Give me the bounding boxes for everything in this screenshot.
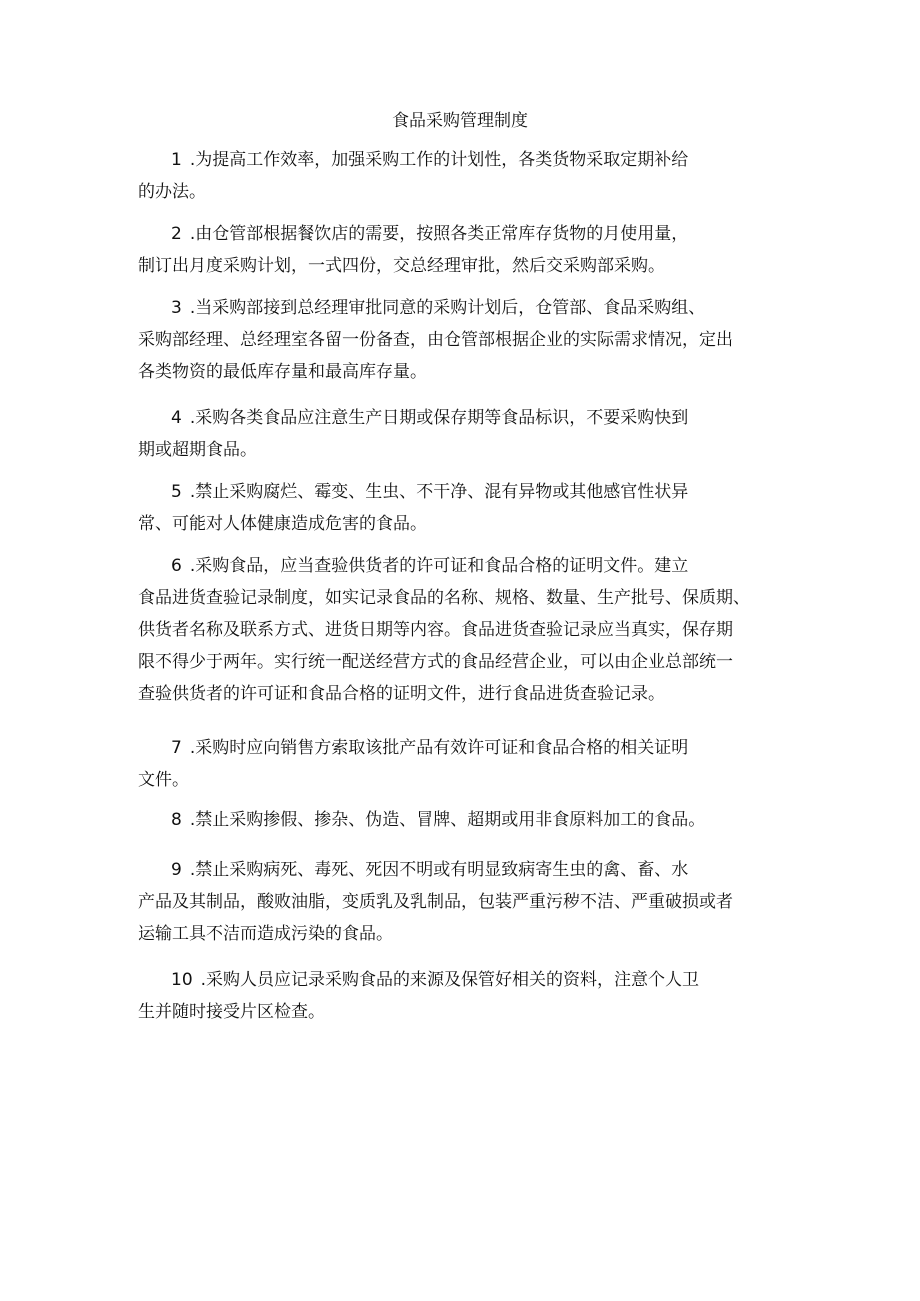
list-item-first-line <box>138 476 788 508</box>
list-item-first-line <box>138 804 788 836</box>
list-item-text: .采购各类食品应注意生产日期或保存期等食品标识，不要采购快到 <box>189 408 689 428</box>
list-item-text: 食品进货查验记录制度，如实记录食品的名称、规格、数量、生产批号、保质期、 <box>138 588 750 608</box>
list-item-text: .禁止采购病死、毒死、死因不明或有明显致病寄生虫的禽、畜、水 <box>189 860 689 880</box>
list-item-continuation-line <box>138 356 788 388</box>
list-item <box>138 292 788 388</box>
list-item-text: 的办法。 <box>138 182 206 202</box>
list-item-number: 9 <box>171 860 182 880</box>
list-item-text: .采购时应向销售方索取该批产品有效许可证和食品合格的相关证明 <box>189 738 689 758</box>
list-item <box>138 218 788 282</box>
list-item-text: .禁止采购腐烂、霉变、生虫、不干净、混有异物或其他感官性状异 <box>189 482 689 502</box>
list-item <box>138 550 788 710</box>
list-item-continuation-line <box>138 508 788 540</box>
list-item-text: .采购人员应记录采购食品的来源及保管好相关的资料，注意个人卫 <box>200 970 700 990</box>
list-item-text: 查验供货者的许可证和食品合格的证明文件，进行食品进货查验记录。 <box>138 684 665 704</box>
list-item-text: .禁止采购掺假、掺杂、伪造、冒牌、超期或用非食原料加工的食品。 <box>189 810 706 830</box>
list-item-text: 限不得少于两年。实行统一配送经营方式的食品经营企业，可以由企业总部统一 <box>138 652 733 672</box>
list-item-first-line <box>138 550 788 582</box>
list-item-continuation-line <box>138 250 788 282</box>
list-item-first-line <box>138 218 788 250</box>
list-item <box>138 732 788 796</box>
list-item-number: 4 <box>171 408 182 428</box>
list-item-number: 7 <box>171 738 182 758</box>
list-item-text: .当采购部接到总经理审批同意的采购计划后，仓管部、食品采购组、 <box>189 298 706 318</box>
list-item-number: 5 <box>171 482 182 502</box>
list-item-text: 采购部经理、总经理室各留一份备查，由仓管部根据企业的实际需求情况，定出 <box>138 330 733 350</box>
list-item-text: 运输工具不洁而造成污染的食品。 <box>138 924 393 944</box>
list-item-first-line <box>138 144 788 176</box>
list-item-text: 制订出月度采购计划，一式四份，交总经理审批，然后交采购部采购。 <box>138 256 665 276</box>
list-item-text: .为提高工作效率，加强采购工作的计划性，各类货物采取定期补给 <box>189 150 689 170</box>
list-item-text: 生并随时接受片区检查。 <box>138 1002 325 1022</box>
list-item-number: 10 <box>171 970 193 990</box>
list-item-continuation-line <box>138 764 788 796</box>
list-item-first-line <box>138 854 788 886</box>
list-item-text: 各类物资的最低库存量和最高库存量。 <box>138 362 427 382</box>
list-item-number: 8 <box>171 810 182 830</box>
list-item-continuation-line <box>138 918 788 950</box>
list-item-continuation-line <box>138 646 788 678</box>
list-item-text: .采购食品，应当查验供货者的许可证和食品合格的证明文件。建立 <box>189 556 689 576</box>
list-item-number: 1 <box>171 150 182 170</box>
list-item-text: 期或超期食品。 <box>138 440 257 460</box>
list-item-continuation-line <box>138 434 788 466</box>
list-item-first-line <box>138 402 788 434</box>
list-item-continuation-line <box>138 678 788 710</box>
document-title: 食品采购管理制度 <box>392 111 528 131</box>
list-item-text: 常、可能对人体健康造成危害的食品。 <box>138 514 427 534</box>
list-item-text: 产品及其制品，酸败油脂，变质乳及乳制品，包装严重污秽不洁、严重破损或者 <box>138 892 733 912</box>
list-item <box>138 402 788 466</box>
list-item-number: 3 <box>171 298 182 318</box>
list-item-continuation-line <box>138 886 788 918</box>
list-item <box>138 144 788 208</box>
list-item-number: 6 <box>171 556 182 576</box>
list-item-continuation-line <box>138 324 788 356</box>
list-item-first-line <box>138 964 788 996</box>
list-item-continuation-line <box>138 582 788 614</box>
list-item-first-line <box>138 732 788 764</box>
list-item-text: .由仓管部根据餐饮店的需要，按照各类正常库存货物的月使用量， <box>189 224 689 244</box>
list-item-continuation-line <box>138 176 788 208</box>
list-item <box>138 804 788 836</box>
list-item <box>138 964 788 1028</box>
list-item-number: 2 <box>171 224 182 244</box>
list-item <box>138 854 788 950</box>
list-item-first-line <box>138 292 788 324</box>
list-item-continuation-line <box>138 996 788 1028</box>
list-item-text: 文件。 <box>138 770 189 790</box>
list-item-continuation-line <box>138 614 788 646</box>
list-item <box>138 476 788 540</box>
list-item-text: 供货者名称及联系方式、进货日期等内容。食品进货查验记录应当真实，保存期 <box>138 620 733 640</box>
